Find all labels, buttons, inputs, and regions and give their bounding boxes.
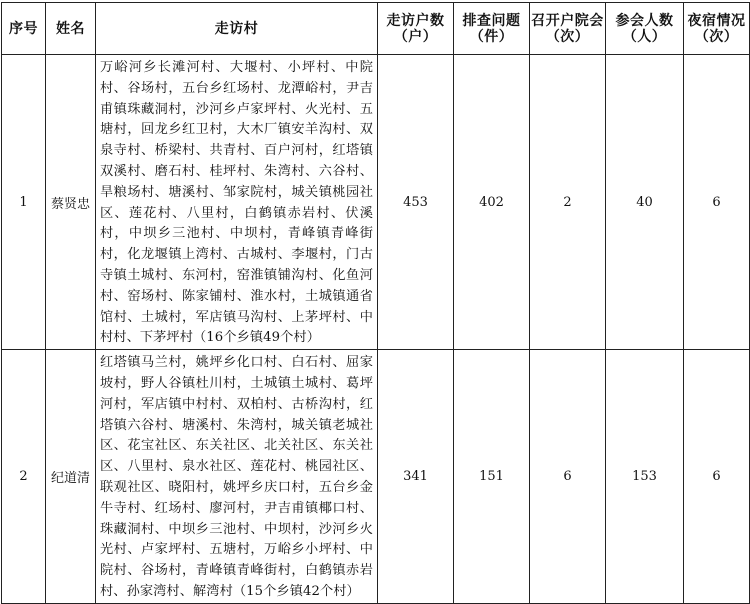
row-households: 341: [378, 350, 454, 604]
inspection-table: [1, 2, 750, 604]
row-name: 蔡贤忠: [46, 55, 96, 350]
header-issues-text: 排查问题 （件）: [462, 12, 521, 45]
row-participants: 153: [606, 350, 684, 604]
header-participants-text: 参会人数 （人）: [615, 12, 674, 45]
row-meetings: 6: [530, 350, 606, 604]
row-seq: 2: [2, 350, 46, 604]
header-seq: 序号: [2, 3, 46, 55]
header-households-text: 走访户数 （户）: [386, 12, 445, 45]
table-row: [2, 55, 750, 350]
header-issues: [454, 3, 530, 55]
row-villages: 红塔镇马兰村，姚坪乡化口村、白石村、屈家坡村，野人谷镇杜川村，土城镇土城村、葛坪河村，军店镇中村村、双柏村、古桥沟村，红塔镇六谷村、塘溪村、朱湾村，城关镇老城社区、花宝社区、东关社区、北关社区、东关社区、八里村、泉水社区、莲花村、桃园社区、联观社区、晓阳村，姚坪乡庆口村，五台乡金牛寺村、红场村、廖河村，尹吉甫镇椰口村、珠藏洞村、中坝乡三池村、中坝村，沙河乡火光村、卢家坪村、五塘村，万峪乡小坪村、中院村、谷场村，青峰镇青峰街村，白鹤镇赤岩村、孙家湾村、解湾村（15个乡镇42个村）: [96, 350, 378, 604]
row-households: 453: [378, 55, 454, 350]
row-issues: 151: [454, 350, 530, 604]
header-meetings-text: 召开户院会 （次）: [531, 12, 604, 45]
header-participants: [606, 3, 684, 55]
row-participants: 40: [606, 55, 684, 350]
header-row: [2, 3, 750, 55]
header-name: 姓名: [46, 3, 96, 55]
row-villages: 万峪河乡长滩河村、大堰村、小坪村、中院村、谷场村，五台乡红场村、龙潭峪村，尹吉甫镇珠藏洞村，沙河乡卢家坪村、火光村、五塘村，回龙乡红卫村，大木厂镇安羊沟村、双泉寺村、桥梁村、共青村、百户河村，红塔镇双溪村、磨石村、桂坪村、朱湾村、六谷村、旱粮场村、塘溪村、邹家院村，城关镇桃园社区、莲花村、八里村，白鹤镇赤岩村、伏溪村，中坝乡三池村、中坝村，青峰镇青峰街村，化龙堰镇上湾村、古城村、李堰村，门古寺镇土城村、东河村，窑淮镇铺沟村、化鱼河村、窑场村、陈家铺村、淮水村，土城镇通省馆村、土城村，军店镇马沟村、上茅坪村、中村村、下茅坪村（16个乡镇49个村）: [96, 55, 378, 350]
row-meetings: 2: [530, 55, 606, 350]
row-issues: 402: [454, 55, 530, 350]
header-households: [378, 3, 454, 55]
row-name: 纪道清: [46, 350, 96, 604]
header-overnight-text: 夜宿情况 （次）: [687, 12, 746, 45]
table-row: [2, 350, 750, 604]
row-overnight: 6: [684, 55, 750, 350]
header-meetings: [530, 3, 606, 55]
row-overnight: 6: [684, 350, 750, 604]
header-villages: 走访村: [96, 3, 378, 55]
header-overnight: [684, 3, 750, 55]
row-seq: 1: [2, 55, 46, 350]
